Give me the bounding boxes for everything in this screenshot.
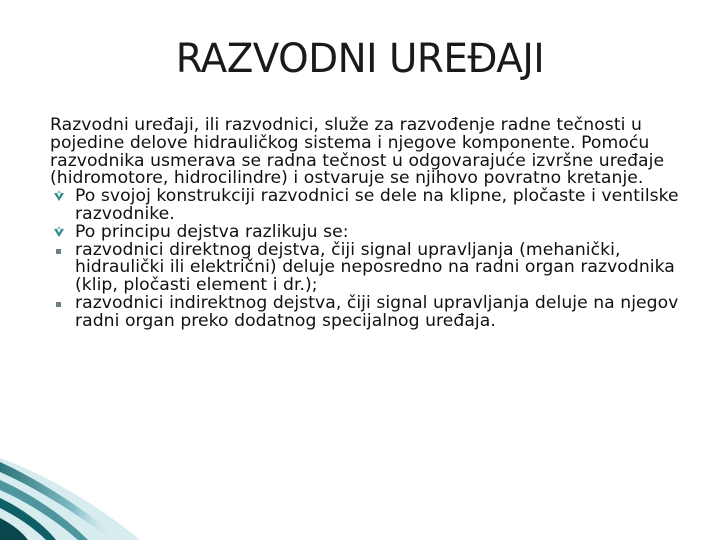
bullet-item-direct — [50, 239, 690, 296]
bullet-text: razvodnici indirektnog dejstva, čiji signal upravljanja deluje na njegov radni organ preko dodatnog specijalnog uređaja. — [75, 292, 679, 331]
bullet-item-indirect — [50, 292, 690, 331]
decorative-corner-stripes — [0, 440, 720, 540]
slide-body — [50, 117, 690, 331]
slide-title: RAZVODNI UREĐAJI — [175, 36, 545, 82]
intro-paragraph: Razvodni uređaji, ili razvodnici, služe za razvođenje radne tečnosti u pojedine delove hidrauličkog sistema i njegove komponente. Pomoću razvodnika usmerava se radna tečnost u odgovarajuće izvršne uređaje (hidromotore, hidrocilindre) i ostvaruje se njihovo povratno kretanje. — [50, 115, 665, 189]
bullet-text: Po svojoj konstrukciji razvodnici se dele na klipne, pločaste i ventilske razvodnike. — [75, 186, 679, 224]
bullet-text: razvodnici direktnog dejstva, čiji signal upravljanja (mehanički, hidraulički ili električni) deluje neposredno na radni organ razvodnika (klip, pločasti element i dr.); — [75, 239, 675, 296]
square-icon — [53, 295, 67, 312]
bullet-item-construction — [50, 188, 690, 224]
square-icon — [53, 242, 67, 259]
chevron-diamond-icon — [53, 224, 67, 241]
bullet-text: Po principu dejstva razlikuju se: — [75, 221, 349, 242]
chevron-diamond-icon — [53, 188, 67, 205]
